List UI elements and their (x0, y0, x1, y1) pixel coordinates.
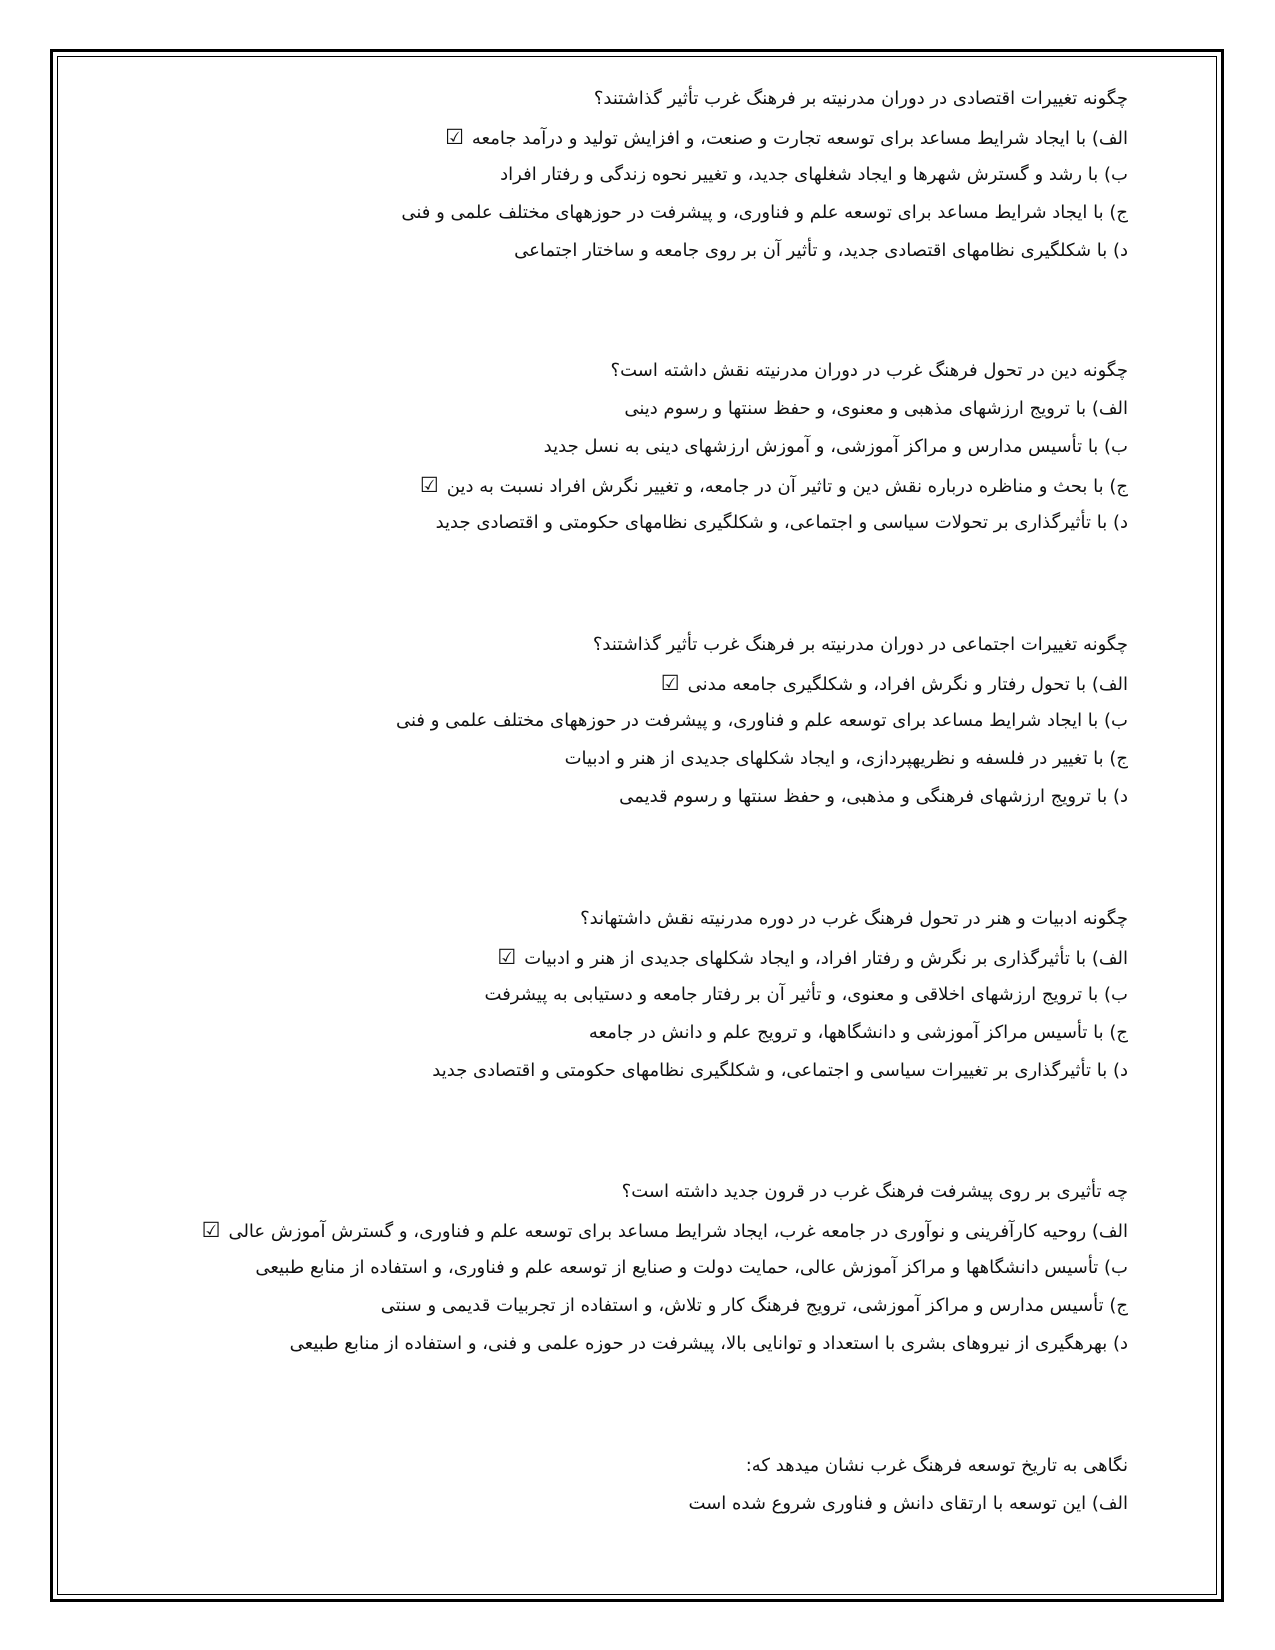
option-line: د) با ترویج ارزشهای فرهنگی و مذهبی، و حفظ سنتها و رسوم قدیمی (619, 786, 1128, 807)
option-line: د) با تأثیرگذاری بر تغییرات سیاسی و اجتماعی، و شکلگیری نظامهای حکومتی و اقتصادی جدید (432, 1060, 1128, 1081)
option-line: ج) تأسیس مدارس و مراکز آموزشی، ترویج فرهنگ کار و تلاش، و استفاده از تجربیات قدیمی و سنتی (380, 1295, 1128, 1316)
option-text: الف) روحیه کارآفرینی و نوآوری در جامعه غرب، ایجاد شرایط مساعد برای توسعه علم و فناوری، و گسترش آموزش عالی (228, 1221, 1128, 1242)
option-line (120, 938, 1128, 976)
checkbox-checked-icon: ☑ (201, 1218, 221, 1242)
option-line: ب) تأسیس دانشگاهها و مراکز آموزش عالی، حمایت دولت و صنایع از توسعه علم و فناوری، و استفاده از منابع طبیعی (255, 1257, 1128, 1278)
checkbox-checked-icon: ☑ (445, 125, 464, 149)
option-line: ب) با تأسیس مدارس و مراکز آموزشی، و آموزش ارزشهای دینی به نسل جدید (543, 436, 1128, 457)
option-text: الف) با ایجاد شرایط مساعد برای توسعه تجارت و صنعت، و افزایش تولید و درآمد جامعه (471, 128, 1128, 149)
option-line: ب) با ایجاد شرایط مساعد برای توسعه علم و فناوری، و پیشرفت در حوزههای مختلف علمی و فنی (396, 710, 1128, 731)
question-text: چگونه ادبیات و هنر در تحول فرهنگ غرب در دوره مدرنیته نقش داشتهاند؟ (580, 908, 1128, 929)
option-line: ب) با ترویج ارزشهای اخلاقی و معنوی، و تأثیر آن بر رفتار جامعه و دستیابی به پیشرفت (484, 984, 1128, 1005)
checkbox-checked-icon: ☑ (419, 473, 439, 497)
option-line: الف) این توسعه با ارتقای دانش و فناوری شروع شده است (688, 1493, 1128, 1514)
checkbox-checked-icon: ☑ (497, 945, 517, 969)
option-line (120, 466, 1128, 504)
option-text: الف) با تأثیرگذاری بر نگرش و رفتار افراد، و ایجاد شکلهای جدیدی از هنر و ادبیات (524, 948, 1128, 969)
option-line: ج) با ایجاد شرایط مساعد برای توسعه علم و فناوری، و پیشرفت در حوزههای مختلف علمی و فنی (401, 202, 1128, 223)
question-text: نگاهی به تاریخ توسعه فرهنگ غرب نشان میدهد که: (745, 1455, 1128, 1476)
option-line (120, 118, 1128, 156)
option-line (120, 1211, 1128, 1249)
quiz-document (120, 80, 1128, 1550)
question-block (120, 1447, 1128, 1523)
question-block (120, 80, 1128, 270)
question-text: چگونه تغییرات اقتصادی در دوران مدرنیته بر فرهنگ غرب تأثیر گذاشتند؟ (593, 88, 1128, 109)
option-line: د) با تأثیرگذاری بر تحولات سیاسی و اجتماعی، و شکلگیری نظامهای حکومتی و اقتصادی جدید (435, 512, 1128, 533)
option-text: الف) با تحول رفتار و نگرش افراد، و شکلگیری جامعه مدنی (687, 674, 1128, 695)
option-line: ب) با رشد و گسترش شهرها و ایجاد شغلهای جدید، و تغییر نحوه زندگی و رفتار افراد (500, 164, 1128, 185)
question-block (120, 1173, 1128, 1363)
option-line (120, 664, 1128, 702)
question-block (120, 900, 1128, 1090)
option-line: د) با شکلگیری نظامهای اقتصادی جدید، و تأثیر آن بر روی جامعه و ساختار اجتماعی (514, 240, 1128, 261)
question-text: چه تأثیری بر روی پیشرفت فرهنگ غرب در قرون جدید داشته است؟ (621, 1181, 1128, 1202)
checkbox-checked-icon: ☑ (660, 671, 680, 695)
question-text: چگونه دین در تحول فرهنگ غرب در دوران مدرنیته نقش داشته است؟ (610, 360, 1128, 381)
option-text: ج) با بحث و مناظره درباره نقش دین و تاثیر آن در جامعه، و تغییر نگرش افراد نسبت به دین (446, 476, 1128, 497)
option-line: ج) با تغییر در فلسفه و نظریهپردازی، و ایجاد شکلهای جدیدی از هنر و ادبیات (564, 748, 1128, 769)
option-line: الف) با ترویج ارزشهای مذهبی و معنوی، و حفظ سنتها و رسوم دینی (624, 398, 1128, 419)
question-block (120, 626, 1128, 816)
option-line: ج) با تأسیس مراکز آموزشی و دانشگاهها، و ترویج علم و دانش در جامعه (588, 1022, 1128, 1043)
option-line: د) بهرهگیری از نیروهای بشری با استعداد و توانایی بالا، پیشرفت در حوزه علمی و فنی، و استفاده از منابع طبیعی (289, 1333, 1128, 1354)
question-block (120, 352, 1128, 542)
question-text: چگونه تغییرات اجتماعی در دوران مدرنیته بر فرهنگ غرب تأثیر گذاشتند؟ (592, 634, 1128, 655)
